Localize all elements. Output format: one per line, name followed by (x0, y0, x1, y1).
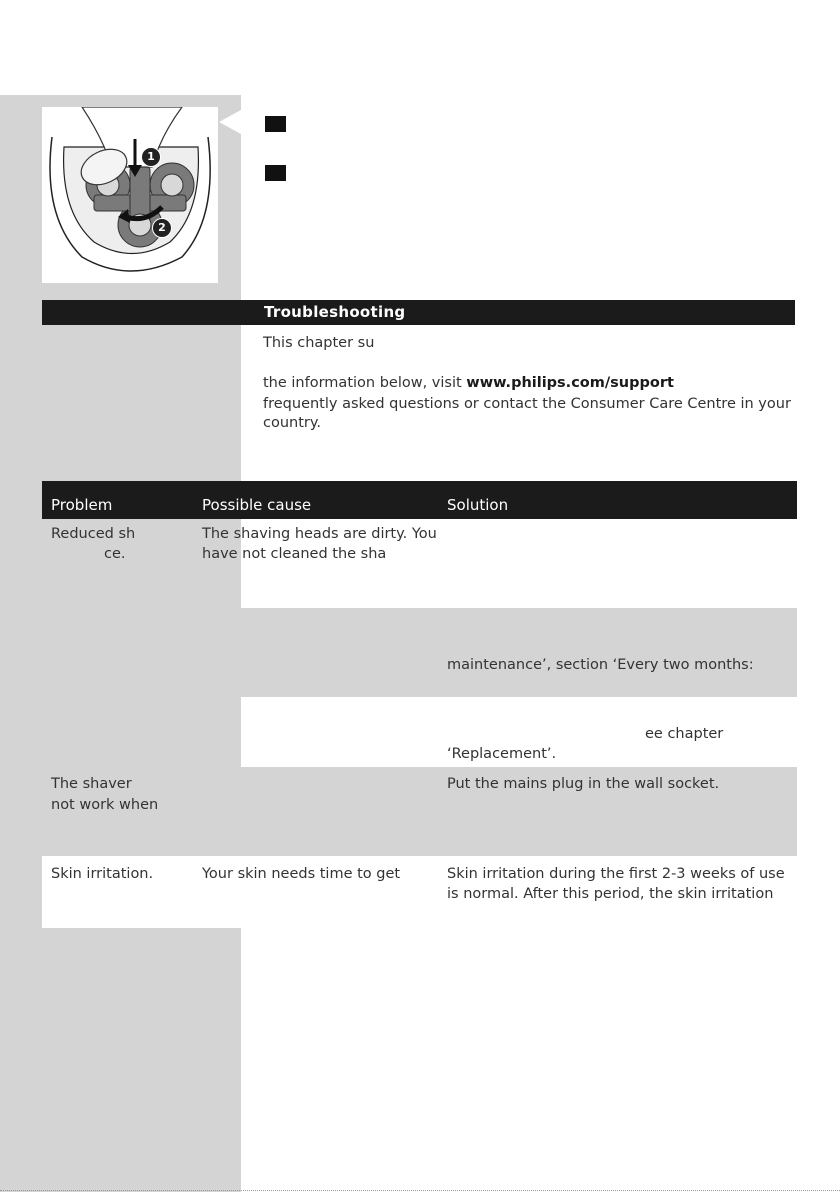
table-header-bar (42, 481, 797, 519)
row-2-solution-line-2: maintenance’, section ‘Every two months: (447, 657, 754, 673)
intro-line-2 (263, 375, 674, 391)
row-1-problem-line-2: ce. (104, 546, 126, 562)
row-5-solution-line-2: is normal. After this period, the skin irritation (447, 886, 774, 902)
row-4-problem-line-2: not work when (51, 797, 159, 813)
row-5-cause-line-1: Your skin needs time to get (202, 866, 401, 882)
intro-line-3: frequently asked questions or contact the Consumer Care Centre in your (263, 396, 791, 412)
section-title: Troubleshooting (264, 303, 406, 321)
intro-line-4: country. (263, 415, 321, 431)
illustration-pointer (219, 110, 241, 134)
row-5-solution-line-1: Skin irritation during the first 2-3 weeks of use (447, 866, 785, 882)
callout-1-badge (141, 147, 161, 167)
row-5-problem-line-1: Skin irritation. (51, 866, 154, 882)
row-3-solution-line-2: ‘Replacement’. (447, 746, 557, 762)
row-4-solution-line-1: Put the mains plug in the wall socket. (447, 776, 720, 792)
row-1-cause-line-2: have not cleaned the sha (202, 546, 387, 562)
row-1-problem-line-1: Reduced sh (51, 526, 136, 542)
intro-line-2-text: the information below, visit (263, 375, 467, 391)
header-possible-cause: Possible cause (202, 496, 312, 514)
intro-line-1: This chapter su (263, 335, 375, 351)
section-title-bar (42, 300, 795, 325)
header-problem: Problem (51, 496, 113, 514)
step-1-marker (265, 116, 286, 132)
callout-2-badge (152, 218, 172, 238)
row-4-problem-line-1: The shaver (51, 776, 132, 792)
shaving-head-illustration (42, 107, 218, 283)
step-2-marker (265, 165, 286, 181)
callout-1-label: 1 (147, 150, 155, 163)
support-link[interactable]: www.philips.com/support (466, 375, 674, 391)
header-solution: Solution (447, 496, 509, 514)
row-3-solution-line-1: ee chapter (645, 726, 724, 742)
row-1-cause-line-1: The shaving heads are dirty. You (202, 526, 437, 542)
table-row-band (42, 608, 797, 697)
callout-2-label: 2 (158, 221, 166, 234)
